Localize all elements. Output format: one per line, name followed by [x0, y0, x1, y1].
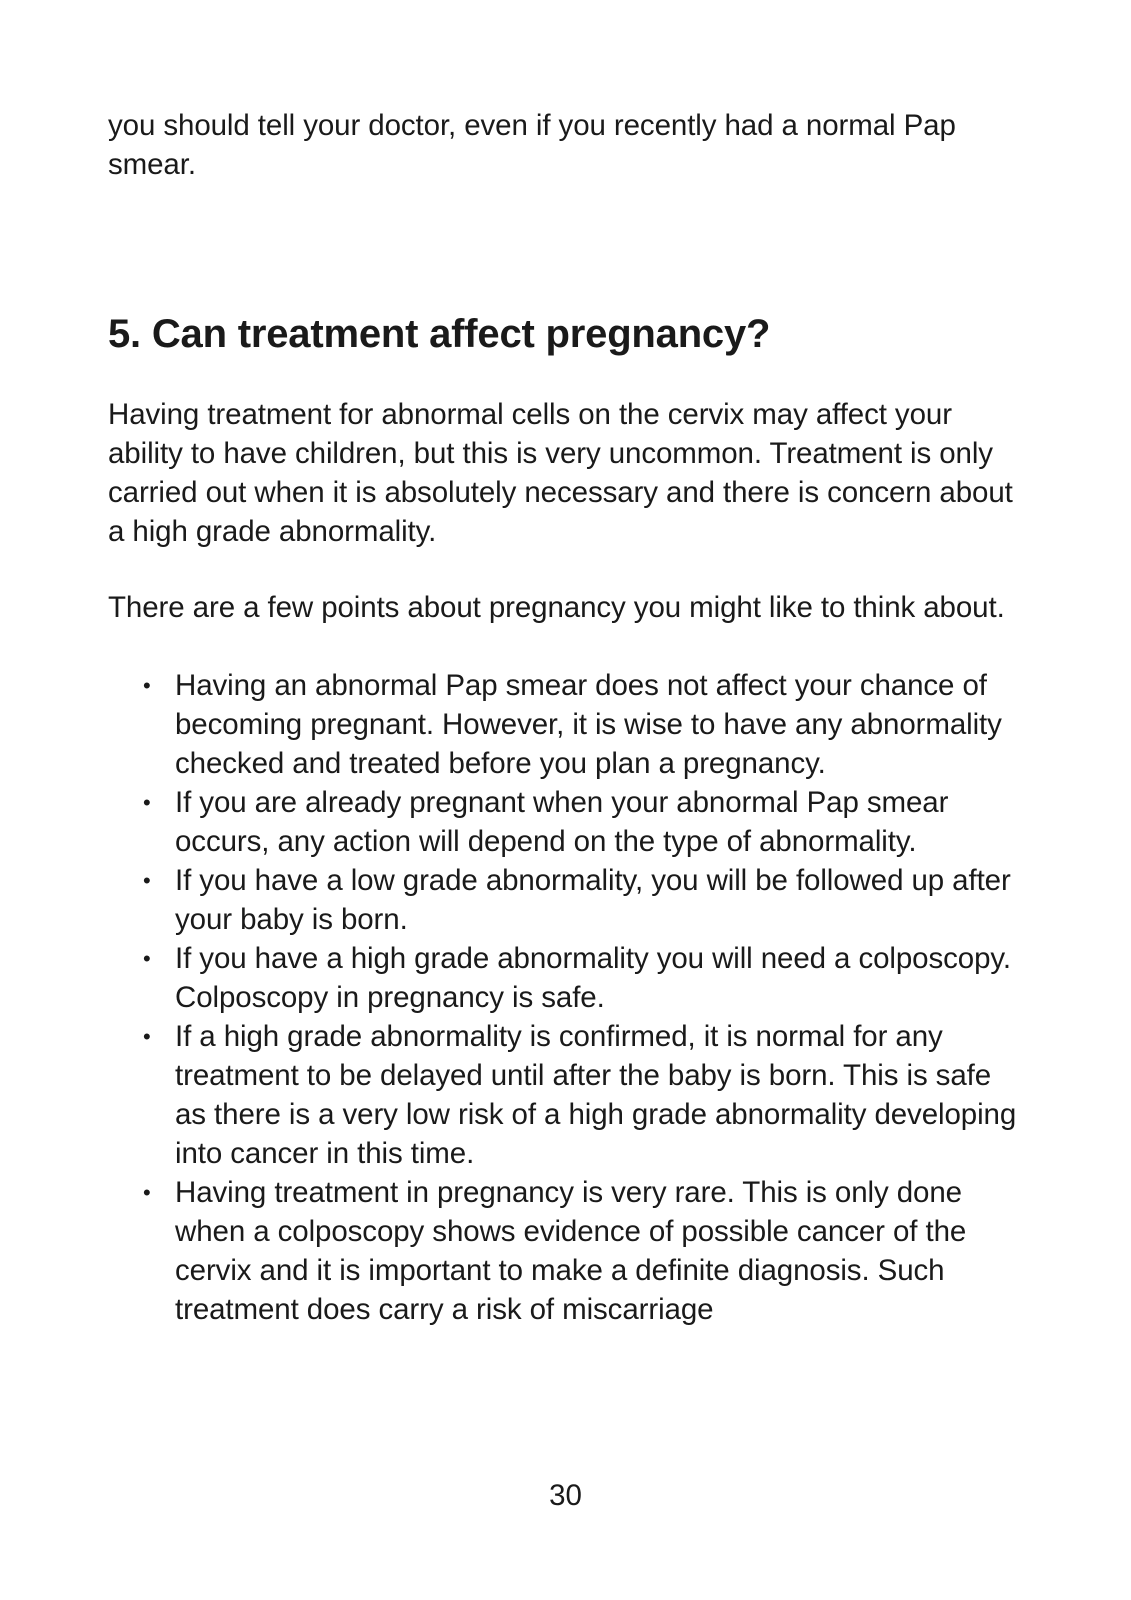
list-item: [108, 666, 1018, 783]
bullet-icon: •: [143, 790, 151, 815]
list-item: [108, 861, 1018, 939]
list-item-text: If you have a high grade abnormality you will need a colposcopy. Colposcopy in pregnancy is safe.: [175, 942, 1011, 1014]
page-number: 30: [549, 1479, 582, 1512]
list-item: [108, 1017, 1018, 1173]
bullet-icon: •: [143, 673, 151, 698]
section-heading: 5. Can treatment affect pregnancy?: [108, 312, 771, 356]
bullet-icon: •: [143, 868, 151, 893]
list-item: [108, 1173, 1018, 1329]
document-page: [108, 106, 1018, 1329]
list-item: [108, 783, 1018, 861]
list-item-text: If a high grade abnormality is confirmed, it is normal for any treatment to be delayed until after the baby is born. This is safe as there is a very low risk of a high grade abnormality developing into cancer in this time.: [175, 1020, 1017, 1170]
list-item-text: If you have a low grade abnormality, you will be followed up after your baby is born.: [175, 864, 1011, 936]
list-item-text: Having treatment in pregnancy is very rare. This is only done when a colposcopy shows evidence of possible cancer of the cervix and it is important to make a definite diagnosis. Such treatment does carry a risk of miscarriage: [175, 1176, 967, 1326]
list-item-text: If you are already pregnant when your abnormal Pap smear occurs, any action will depend on the type of abnormality.: [175, 786, 949, 858]
list-item: [108, 939, 1018, 1017]
bullet-icon: •: [143, 946, 151, 971]
bullet-icon: •: [143, 1180, 151, 1205]
bullet-icon: •: [143, 1024, 151, 1049]
paragraph-treatment: Having treatment for abnormal cells on the cervix may affect your ability to have children, but this is very uncommon. Treatment is only carried out when it is absolutely necessary and there is concern about a high grade abnormality.: [108, 398, 1013, 548]
intro-paragraph: you should tell your doctor, even if you recently had a normal Pap smear.: [108, 109, 956, 181]
paragraph-points: There are a few points about pregnancy you might like to think about.: [108, 591, 1005, 624]
bullet-list: [108, 666, 1018, 1329]
list-item-text: Having an abnormal Pap smear does not affect your chance of becoming pregnant. However, it is wise to have any abnormality checked and treated before you plan a pregnancy.: [175, 669, 1002, 780]
